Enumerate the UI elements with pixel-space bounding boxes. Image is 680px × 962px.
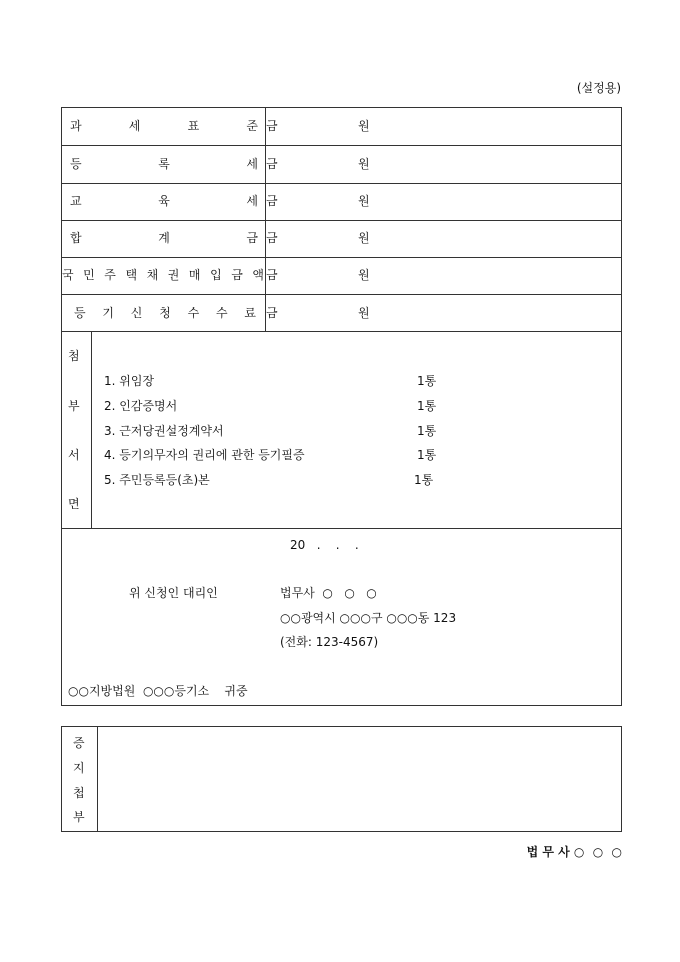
attachment-item-count: 1통: [417, 374, 437, 388]
attachment-item-name: 2. 인감증명서: [104, 399, 178, 413]
row-divider: [61, 528, 622, 529]
attachment-item-count: 1통: [417, 448, 437, 462]
attachment-item-name: 3. 근저당권설정계약서: [104, 424, 224, 438]
amount-prefix: 금: [266, 231, 278, 245]
fee-label: 등 록 세: [70, 157, 258, 171]
amount-unit: 원: [358, 268, 370, 282]
row-divider: [61, 257, 622, 258]
row-divider: [61, 294, 622, 295]
amount-unit: 원: [358, 157, 370, 171]
attachment-item-name: 5. 주민등록등(초)본: [104, 473, 210, 487]
stamp-attachment-table: [61, 726, 622, 832]
amount-prefix: 금: [266, 306, 278, 320]
row-divider: [61, 220, 622, 221]
attachments-label-char: 첨: [68, 349, 80, 363]
row-divider: [61, 183, 622, 184]
footer-signature: 법 무 사 ○ ○ ○: [526, 845, 622, 859]
amount-prefix: 금: [266, 119, 278, 133]
fee-label: 등 기 신 청 수 수 료: [74, 306, 256, 320]
attachment-item-count: 1통: [414, 473, 434, 487]
row-divider: [61, 331, 622, 332]
fee-label: 국 민 주 택 채 권 매 입 금 액: [62, 268, 264, 282]
addressee: ○○지방법원 ○○○등기소 귀중: [68, 684, 248, 698]
attachment-item-count: 1통: [417, 424, 437, 438]
stamp-label-char: 부: [73, 810, 85, 824]
column-divider: [265, 107, 266, 331]
attachment-item-count: 1통: [417, 399, 437, 413]
stamp-label-char: 지: [73, 761, 85, 775]
amount-unit: 원: [358, 231, 370, 245]
amount-unit: 원: [358, 194, 370, 208]
attachments-divider: [91, 331, 92, 528]
agent-name: 법무사 ○ ○ ○: [280, 586, 377, 600]
fee-label: 과 세 표 준: [70, 119, 258, 133]
attachments-label-char: 면: [68, 497, 80, 511]
agent-address: ○○광역시 ○○○구 ○○○동 123: [280, 611, 457, 625]
fee-label: 교 육 세: [70, 194, 258, 208]
stamp-label-char: 첩: [73, 786, 85, 800]
amount-prefix: 금: [266, 194, 278, 208]
amount-unit: 원: [358, 306, 370, 320]
attachments-label-char: 부: [68, 399, 80, 413]
stamp-divider: [97, 726, 98, 832]
agent-label: 위 신청인 대리인: [129, 586, 218, 600]
attachment-item-name: 4. 등기의무자의 권리에 관한 등기필증: [104, 448, 305, 462]
attachments-label-char: 서: [68, 448, 80, 462]
fee-label: 합 계 금: [70, 231, 258, 245]
application-date: 20 . . .: [290, 538, 359, 552]
agent-phone: (전화: 123-4567): [280, 635, 379, 649]
amount-unit: 원: [358, 119, 370, 133]
usage-note: (설정용): [576, 81, 621, 95]
stamp-label-char: 증: [73, 736, 85, 750]
attachment-item-name: 1. 위임장: [104, 374, 155, 388]
amount-prefix: 금: [266, 157, 278, 171]
amount-prefix: 금: [266, 268, 278, 282]
row-divider: [61, 145, 622, 146]
